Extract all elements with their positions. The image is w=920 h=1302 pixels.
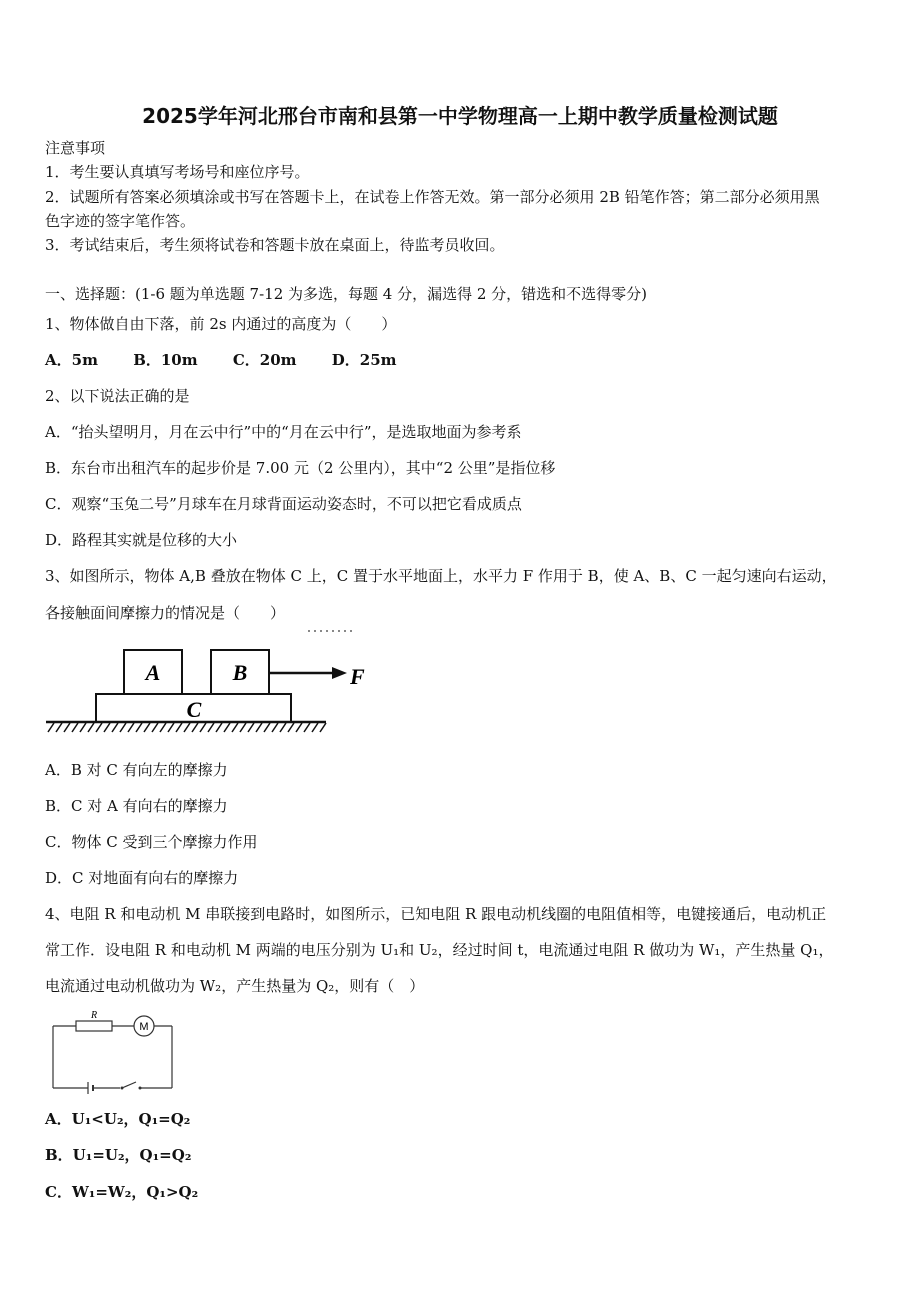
hatch-mark — [216, 723, 222, 732]
force-label: F — [350, 664, 365, 689]
hatch-mark — [248, 723, 254, 732]
hatch-mark — [104, 723, 110, 732]
question-4-stem: 常工作．设电阻 R 和电动机 M 两端的电压分别为 U₁和 U₂，经过时间 t，电流通过电阻 R 做功为 W₁，产生热量 Q₁， — [45, 941, 834, 959]
section-heading: 一、选择题：(1-6 题为单选题 7-12 为多选，每题 4 分，漏选得 2 分，错选和不选得零分) — [45, 285, 648, 303]
hatch-mark — [272, 723, 278, 732]
option-a[interactable]: A．B 对 C 有向左的摩擦力 — [45, 761, 228, 779]
hatch-mark — [64, 723, 70, 732]
hatch-mark — [144, 723, 150, 732]
hatch-mark — [56, 723, 62, 732]
question-1-options — [45, 350, 427, 370]
option-c[interactable]: C．物体 C 受到三个摩擦力作用 — [45, 833, 258, 851]
option-c[interactable]: C．W₁=W₂，Q₁>Q₂ — [45, 1183, 199, 1201]
option-d[interactable]: D．路程其实就是位移的大小 — [45, 531, 238, 549]
block-a-label: A — [145, 660, 161, 685]
question-3-stem: 各接触面间摩擦力的情况是（ ） — [45, 604, 286, 622]
hatch-mark — [128, 723, 134, 732]
option-d[interactable]: D．25m — [331, 351, 397, 369]
hatch-mark — [176, 723, 182, 732]
hatch-mark — [168, 723, 174, 732]
option-a[interactable]: A．U₁<U₂，Q₁=Q₂ — [45, 1110, 191, 1128]
option-c[interactable]: C．20m — [232, 351, 297, 369]
question-1-stem: 1、物体做自由下落，前 2s 内通过的高度为（ ） — [45, 315, 397, 333]
hatch-mark — [280, 723, 286, 732]
notice-item: 2．试题所有答案必须填涂或书写在答题卡上，在试卷上作答无效。第一部分必须用 2B 铅笔作答；第二部分必须用黑 — [45, 188, 820, 206]
ground-hatching — [48, 723, 326, 732]
block-c-label: C — [186, 697, 202, 722]
hatch-mark — [200, 723, 206, 732]
hatch-mark — [72, 723, 78, 732]
option-a[interactable]: A．“抬头望明月，月在云中行”中的“月在云中行”，是选取地面为参考系 — [45, 423, 522, 441]
hatch-mark — [136, 723, 142, 732]
hatch-mark — [48, 723, 54, 732]
hatch-mark — [160, 723, 166, 732]
hatch-mark — [296, 723, 302, 732]
option-c[interactable]: C．观察“玉兔二号”月球车在月球背面运动姿态时，不可以把它看成质点 — [45, 495, 522, 513]
option-b[interactable]: B．U₁=U₂，Q₁=Q₂ — [45, 1146, 192, 1164]
circuit-figure — [48, 1008, 178, 1094]
hatch-mark — [192, 723, 198, 732]
hatch-mark — [232, 723, 238, 732]
option-a[interactable]: A．5m — [45, 351, 98, 369]
hatch-mark — [320, 723, 326, 732]
motor-label: M — [139, 1021, 149, 1033]
hatch-mark — [240, 723, 246, 732]
hatch-mark — [184, 723, 190, 732]
question-4-stem: 电流通过电动机做功为 W₂，产生热量为 Q₂，则有（ ） — [45, 977, 425, 995]
hatch-mark — [112, 723, 118, 732]
hatch-mark — [312, 723, 318, 732]
option-b[interactable]: B．C 对 A 有向右的摩擦力 — [45, 797, 228, 815]
option-b[interactable]: B．10m — [133, 351, 198, 369]
page-title: 2025学年河北邢台市南和县第一中学物理高一上期中教学质量检测试题 — [142, 104, 778, 128]
question-2-stem: 2、以下说法正确的是 — [45, 387, 190, 405]
blocks-figure — [44, 628, 374, 740]
hatch-mark — [152, 723, 158, 732]
hatch-mark — [80, 723, 86, 732]
hatch-mark — [256, 723, 262, 732]
hatch-mark — [96, 723, 102, 732]
force-arrowhead — [332, 667, 347, 679]
resistor-icon — [76, 1021, 112, 1031]
hatch-mark — [264, 723, 270, 732]
resistor-label: R — [90, 1010, 98, 1021]
switch-icon — [122, 1082, 136, 1088]
question-4-stem: 4、电阻 R 和电动机 M 串联接到电路时，如图所示，已知电阻 R 跟电动机线圈的电阻值相等，电键接通后，电动机正 — [45, 905, 827, 923]
notice-item: 1．考生要认真填写考场号和座位序号。 — [45, 163, 310, 181]
option-d[interactable]: D．C 对地面有向右的摩擦力 — [45, 869, 239, 887]
hatch-mark — [120, 723, 126, 732]
hatch-mark — [208, 723, 214, 732]
notice-heading: 注意事项 — [45, 139, 106, 157]
question-3-stem: 3、如图所示，物体 A,B 叠放在物体 C 上，C 置于水平地面上，水平力 F 作用于 B，使 A、B、C 一起匀速向右运动， — [45, 567, 837, 585]
hatch-mark — [224, 723, 230, 732]
hatch-mark — [304, 723, 310, 732]
hatch-mark — [88, 723, 94, 732]
hatch-mark — [288, 723, 294, 732]
notice-item: 色字迹的签字笔作答。 — [45, 212, 196, 230]
notice-item: 3．考试结束后，考生须将试卷和答题卡放在桌面上，待监考员收回。 — [45, 236, 505, 254]
option-b[interactable]: B．东台市出租汽车的起步价是 7.00 元（2 公里内），其中“2 公里”是指位移 — [45, 459, 556, 477]
block-b-label: B — [232, 660, 248, 685]
